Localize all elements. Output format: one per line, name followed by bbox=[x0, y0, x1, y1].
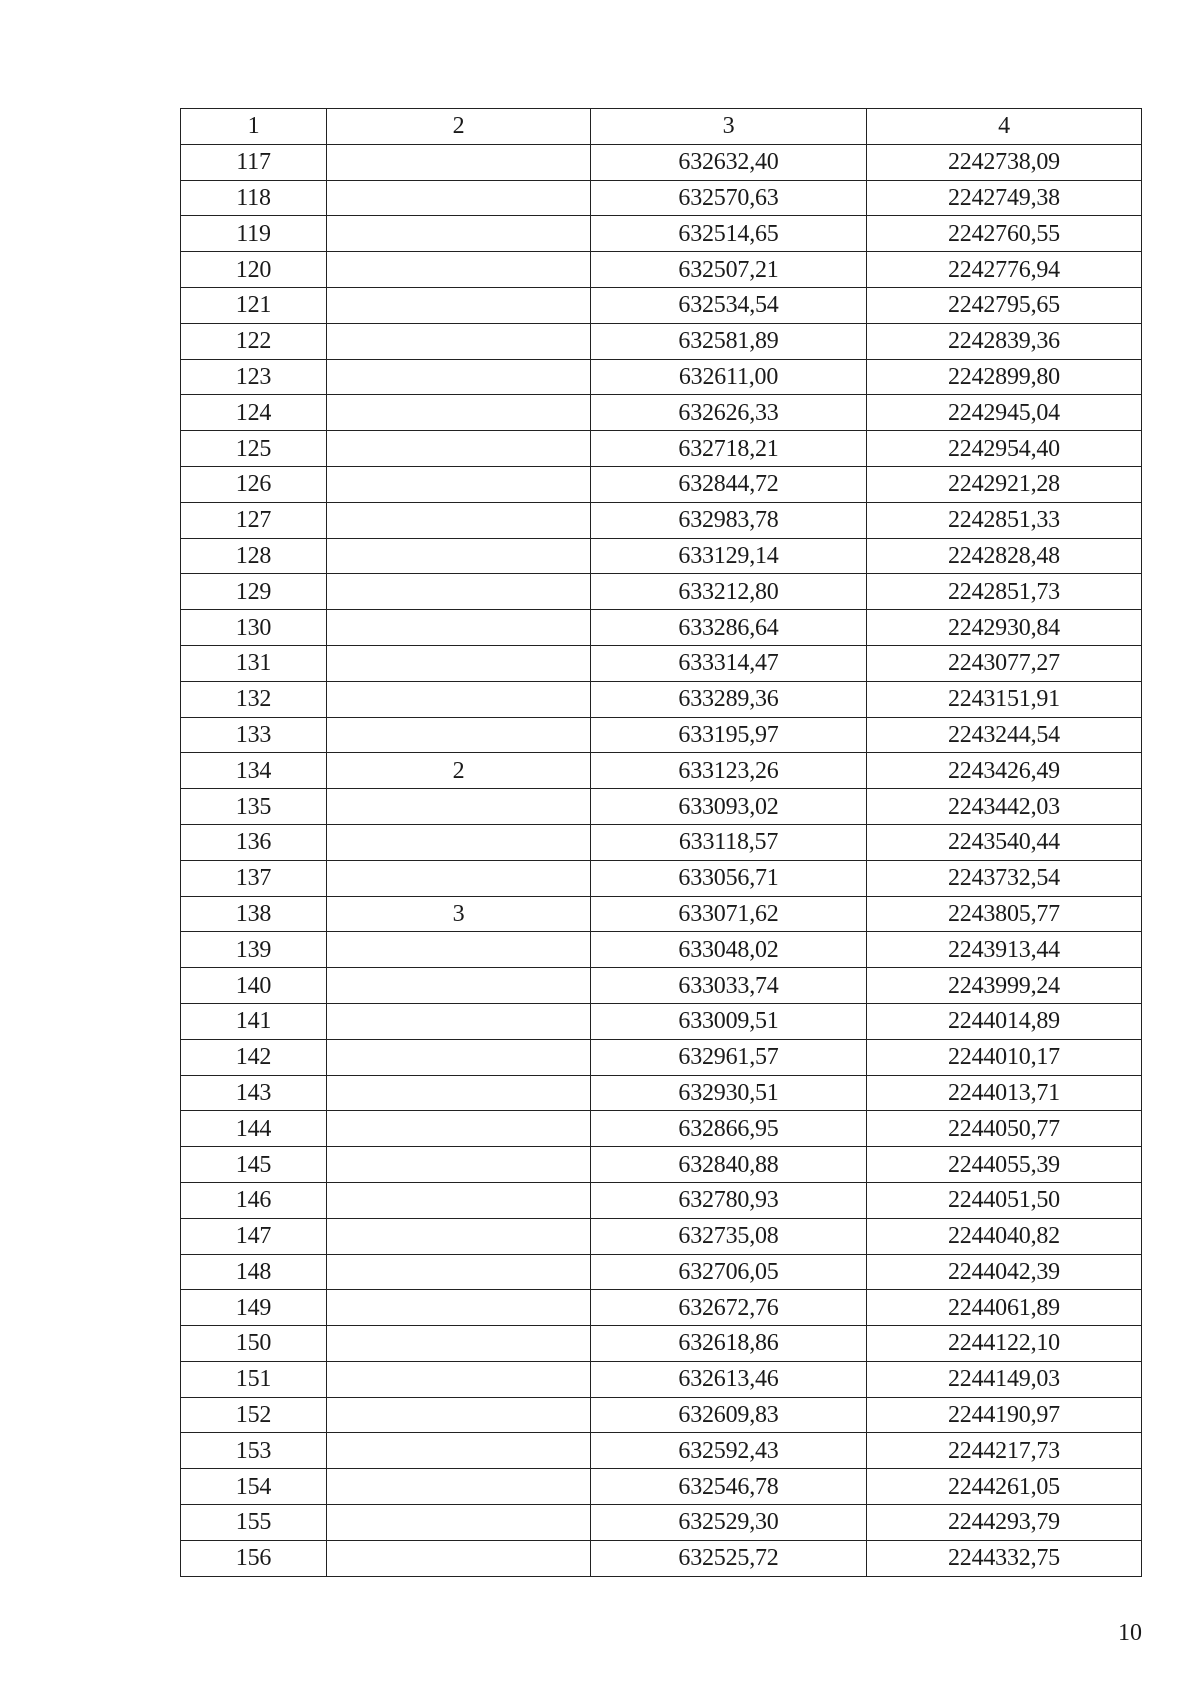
x-coordinate-cell: 632780,93 bbox=[591, 1182, 867, 1218]
point-number-cell: 148 bbox=[181, 1254, 327, 1290]
y-coordinate-cell: 2244042,39 bbox=[867, 1254, 1142, 1290]
table-row bbox=[181, 502, 1142, 538]
section-cell bbox=[327, 359, 591, 395]
point-number-cell: 136 bbox=[181, 824, 327, 860]
table-row bbox=[181, 1505, 1142, 1541]
table-row bbox=[181, 860, 1142, 896]
x-coordinate-cell: 632706,05 bbox=[591, 1254, 867, 1290]
table-body bbox=[181, 144, 1142, 1576]
section-cell bbox=[327, 1218, 591, 1254]
x-coordinate-cell: 633093,02 bbox=[591, 789, 867, 825]
y-coordinate-cell: 2242795,65 bbox=[867, 287, 1142, 323]
table-row bbox=[181, 1182, 1142, 1218]
point-number-cell: 121 bbox=[181, 287, 327, 323]
x-coordinate-cell: 633123,26 bbox=[591, 753, 867, 789]
section-cell bbox=[327, 144, 591, 180]
point-number-cell: 120 bbox=[181, 252, 327, 288]
section-cell bbox=[327, 968, 591, 1004]
y-coordinate-cell: 2242899,80 bbox=[867, 359, 1142, 395]
table-row bbox=[181, 753, 1142, 789]
y-coordinate-cell: 2243732,54 bbox=[867, 860, 1142, 896]
section-cell bbox=[327, 1326, 591, 1362]
x-coordinate-cell: 633195,97 bbox=[591, 717, 867, 753]
x-coordinate-cell: 633212,80 bbox=[591, 574, 867, 610]
x-coordinate-cell: 633071,62 bbox=[591, 896, 867, 932]
table-row bbox=[181, 610, 1142, 646]
y-coordinate-cell: 2244217,73 bbox=[867, 1433, 1142, 1469]
x-coordinate-cell: 632961,57 bbox=[591, 1039, 867, 1075]
table-row bbox=[181, 717, 1142, 753]
table-row bbox=[181, 824, 1142, 860]
y-coordinate-cell: 2243913,44 bbox=[867, 932, 1142, 968]
y-coordinate-cell: 2243244,54 bbox=[867, 717, 1142, 753]
x-coordinate-cell: 632626,33 bbox=[591, 395, 867, 431]
y-coordinate-cell: 2242945,04 bbox=[867, 395, 1142, 431]
table-row bbox=[181, 1111, 1142, 1147]
x-coordinate-cell: 632592,43 bbox=[591, 1433, 867, 1469]
table-row bbox=[181, 538, 1142, 574]
x-coordinate-cell: 632514,65 bbox=[591, 216, 867, 252]
y-coordinate-cell: 2242828,48 bbox=[867, 538, 1142, 574]
x-coordinate-cell: 633009,51 bbox=[591, 1003, 867, 1039]
point-number-cell: 153 bbox=[181, 1433, 327, 1469]
table-row bbox=[181, 1147, 1142, 1183]
point-number-cell: 145 bbox=[181, 1147, 327, 1183]
table-row bbox=[181, 574, 1142, 610]
x-coordinate-cell: 632844,72 bbox=[591, 466, 867, 502]
x-coordinate-cell: 632718,21 bbox=[591, 431, 867, 467]
table-row bbox=[181, 932, 1142, 968]
point-number-cell: 122 bbox=[181, 323, 327, 359]
section-cell bbox=[327, 789, 591, 825]
y-coordinate-cell: 2243805,77 bbox=[867, 896, 1142, 932]
column-header-4: 4 bbox=[867, 109, 1142, 145]
column-header-1: 1 bbox=[181, 109, 327, 145]
y-coordinate-cell: 2242851,73 bbox=[867, 574, 1142, 610]
point-number-cell: 119 bbox=[181, 216, 327, 252]
point-number-cell: 152 bbox=[181, 1397, 327, 1433]
x-coordinate-cell: 632840,88 bbox=[591, 1147, 867, 1183]
table-row bbox=[181, 645, 1142, 681]
y-coordinate-cell: 2242738,09 bbox=[867, 144, 1142, 180]
section-cell bbox=[327, 287, 591, 323]
point-number-cell: 117 bbox=[181, 144, 327, 180]
y-coordinate-cell: 2242921,28 bbox=[867, 466, 1142, 502]
point-number-cell: 133 bbox=[181, 717, 327, 753]
table-row bbox=[181, 896, 1142, 932]
y-coordinate-cell: 2244190,97 bbox=[867, 1397, 1142, 1433]
table-row bbox=[181, 395, 1142, 431]
table-row bbox=[181, 216, 1142, 252]
x-coordinate-cell: 632611,00 bbox=[591, 359, 867, 395]
table-row bbox=[181, 789, 1142, 825]
section-cell bbox=[327, 216, 591, 252]
table-row bbox=[181, 1218, 1142, 1254]
point-number-cell: 143 bbox=[181, 1075, 327, 1111]
y-coordinate-cell: 2242954,40 bbox=[867, 431, 1142, 467]
point-number-cell: 156 bbox=[181, 1540, 327, 1576]
y-coordinate-cell: 2244051,50 bbox=[867, 1182, 1142, 1218]
section-cell: 3 bbox=[327, 896, 591, 932]
table-row bbox=[181, 323, 1142, 359]
section-cell bbox=[327, 574, 591, 610]
point-number-cell: 130 bbox=[181, 610, 327, 646]
table-row bbox=[181, 144, 1142, 180]
section-cell bbox=[327, 1433, 591, 1469]
x-coordinate-cell: 632930,51 bbox=[591, 1075, 867, 1111]
section-cell bbox=[327, 610, 591, 646]
x-coordinate-cell: 632618,86 bbox=[591, 1326, 867, 1362]
table-row bbox=[181, 1003, 1142, 1039]
x-coordinate-cell: 632546,78 bbox=[591, 1469, 867, 1505]
point-number-cell: 125 bbox=[181, 431, 327, 467]
x-coordinate-cell: 632609,83 bbox=[591, 1397, 867, 1433]
section-cell bbox=[327, 645, 591, 681]
point-number-cell: 144 bbox=[181, 1111, 327, 1147]
y-coordinate-cell: 2244010,17 bbox=[867, 1039, 1142, 1075]
y-coordinate-cell: 2243442,03 bbox=[867, 789, 1142, 825]
point-number-cell: 147 bbox=[181, 1218, 327, 1254]
x-coordinate-cell: 633033,74 bbox=[591, 968, 867, 1004]
section-cell bbox=[327, 180, 591, 216]
y-coordinate-cell: 2243540,44 bbox=[867, 824, 1142, 860]
table-row bbox=[181, 1361, 1142, 1397]
x-coordinate-cell: 633048,02 bbox=[591, 932, 867, 968]
table-row bbox=[181, 1540, 1142, 1576]
table-row bbox=[181, 1433, 1142, 1469]
point-number-cell: 137 bbox=[181, 860, 327, 896]
point-number-cell: 134 bbox=[181, 753, 327, 789]
point-number-cell: 118 bbox=[181, 180, 327, 216]
section-cell bbox=[327, 252, 591, 288]
section-cell bbox=[327, 1075, 591, 1111]
point-number-cell: 126 bbox=[181, 466, 327, 502]
section-cell bbox=[327, 717, 591, 753]
section-cell bbox=[327, 1147, 591, 1183]
section-cell bbox=[327, 1039, 591, 1075]
section-cell bbox=[327, 466, 591, 502]
point-number-cell: 155 bbox=[181, 1505, 327, 1541]
y-coordinate-cell: 2244122,10 bbox=[867, 1326, 1142, 1362]
x-coordinate-cell: 632581,89 bbox=[591, 323, 867, 359]
section-cell bbox=[327, 860, 591, 896]
column-header-2: 2 bbox=[327, 109, 591, 145]
x-coordinate-cell: 633314,47 bbox=[591, 645, 867, 681]
section-cell bbox=[327, 1361, 591, 1397]
x-coordinate-cell: 632570,63 bbox=[591, 180, 867, 216]
section-cell bbox=[327, 932, 591, 968]
y-coordinate-cell: 2244040,82 bbox=[867, 1218, 1142, 1254]
table-header-row bbox=[181, 109, 1142, 145]
y-coordinate-cell: 2244332,75 bbox=[867, 1540, 1142, 1576]
table-row bbox=[181, 1326, 1142, 1362]
column-header-3: 3 bbox=[591, 109, 867, 145]
section-cell bbox=[327, 681, 591, 717]
y-coordinate-cell: 2244050,77 bbox=[867, 1111, 1142, 1147]
x-coordinate-cell: 632672,76 bbox=[591, 1290, 867, 1326]
table-row bbox=[181, 1469, 1142, 1505]
y-coordinate-cell: 2242851,33 bbox=[867, 502, 1142, 538]
x-coordinate-cell: 633129,14 bbox=[591, 538, 867, 574]
y-coordinate-cell: 2243151,91 bbox=[867, 681, 1142, 717]
point-number-cell: 146 bbox=[181, 1182, 327, 1218]
page-number: 10 bbox=[1118, 1620, 1142, 1646]
x-coordinate-cell: 632529,30 bbox=[591, 1505, 867, 1541]
x-coordinate-cell: 632507,21 bbox=[591, 252, 867, 288]
section-cell bbox=[327, 395, 591, 431]
table-row bbox=[181, 968, 1142, 1004]
point-number-cell: 151 bbox=[181, 1361, 327, 1397]
y-coordinate-cell: 2242839,36 bbox=[867, 323, 1142, 359]
section-cell bbox=[327, 1111, 591, 1147]
section-cell bbox=[327, 431, 591, 467]
table-row bbox=[181, 180, 1142, 216]
y-coordinate-cell: 2244014,89 bbox=[867, 1003, 1142, 1039]
point-number-cell: 127 bbox=[181, 502, 327, 538]
y-coordinate-cell: 2242749,38 bbox=[867, 180, 1142, 216]
section-cell bbox=[327, 323, 591, 359]
point-number-cell: 140 bbox=[181, 968, 327, 1004]
table-row bbox=[181, 1075, 1142, 1111]
coordinates-table bbox=[180, 108, 1142, 1577]
section-cell bbox=[327, 1505, 591, 1541]
section-cell bbox=[327, 824, 591, 860]
y-coordinate-cell: 2244013,71 bbox=[867, 1075, 1142, 1111]
section-cell bbox=[327, 1182, 591, 1218]
x-coordinate-cell: 632866,95 bbox=[591, 1111, 867, 1147]
section-cell bbox=[327, 1397, 591, 1433]
point-number-cell: 135 bbox=[181, 789, 327, 825]
y-coordinate-cell: 2244261,05 bbox=[867, 1469, 1142, 1505]
point-number-cell: 154 bbox=[181, 1469, 327, 1505]
point-number-cell: 149 bbox=[181, 1290, 327, 1326]
x-coordinate-cell: 632534,54 bbox=[591, 287, 867, 323]
x-coordinate-cell: 632983,78 bbox=[591, 502, 867, 538]
point-number-cell: 128 bbox=[181, 538, 327, 574]
section-cell bbox=[327, 538, 591, 574]
table-row bbox=[181, 1397, 1142, 1433]
table-row bbox=[181, 431, 1142, 467]
x-coordinate-cell: 633056,71 bbox=[591, 860, 867, 896]
table-row bbox=[181, 466, 1142, 502]
x-coordinate-cell: 632735,08 bbox=[591, 1218, 867, 1254]
table-row bbox=[181, 359, 1142, 395]
point-number-cell: 124 bbox=[181, 395, 327, 431]
x-coordinate-cell: 633286,64 bbox=[591, 610, 867, 646]
table-row bbox=[181, 1039, 1142, 1075]
point-number-cell: 131 bbox=[181, 645, 327, 681]
y-coordinate-cell: 2244055,39 bbox=[867, 1147, 1142, 1183]
table-row bbox=[181, 252, 1142, 288]
table-row bbox=[181, 1290, 1142, 1326]
point-number-cell: 139 bbox=[181, 932, 327, 968]
x-coordinate-cell: 633118,57 bbox=[591, 824, 867, 860]
section-cell bbox=[327, 1003, 591, 1039]
y-coordinate-cell: 2243077,27 bbox=[867, 645, 1142, 681]
y-coordinate-cell: 2243999,24 bbox=[867, 968, 1142, 1004]
x-coordinate-cell: 632525,72 bbox=[591, 1540, 867, 1576]
x-coordinate-cell: 633289,36 bbox=[591, 681, 867, 717]
point-number-cell: 150 bbox=[181, 1326, 327, 1362]
x-coordinate-cell: 632613,46 bbox=[591, 1361, 867, 1397]
section-cell bbox=[327, 1540, 591, 1576]
point-number-cell: 123 bbox=[181, 359, 327, 395]
y-coordinate-cell: 2242760,55 bbox=[867, 216, 1142, 252]
y-coordinate-cell: 2244293,79 bbox=[867, 1505, 1142, 1541]
section-cell bbox=[327, 502, 591, 538]
y-coordinate-cell: 2244061,89 bbox=[867, 1290, 1142, 1326]
point-number-cell: 138 bbox=[181, 896, 327, 932]
point-number-cell: 129 bbox=[181, 574, 327, 610]
table-row bbox=[181, 681, 1142, 717]
y-coordinate-cell: 2242776,94 bbox=[867, 252, 1142, 288]
section-cell: 2 bbox=[327, 753, 591, 789]
y-coordinate-cell: 2243426,49 bbox=[867, 753, 1142, 789]
table-row bbox=[181, 287, 1142, 323]
y-coordinate-cell: 2244149,03 bbox=[867, 1361, 1142, 1397]
point-number-cell: 141 bbox=[181, 1003, 327, 1039]
point-number-cell: 142 bbox=[181, 1039, 327, 1075]
section-cell bbox=[327, 1290, 591, 1326]
section-cell bbox=[327, 1469, 591, 1505]
y-coordinate-cell: 2242930,84 bbox=[867, 610, 1142, 646]
table-row bbox=[181, 1254, 1142, 1290]
point-number-cell: 132 bbox=[181, 681, 327, 717]
x-coordinate-cell: 632632,40 bbox=[591, 144, 867, 180]
section-cell bbox=[327, 1254, 591, 1290]
